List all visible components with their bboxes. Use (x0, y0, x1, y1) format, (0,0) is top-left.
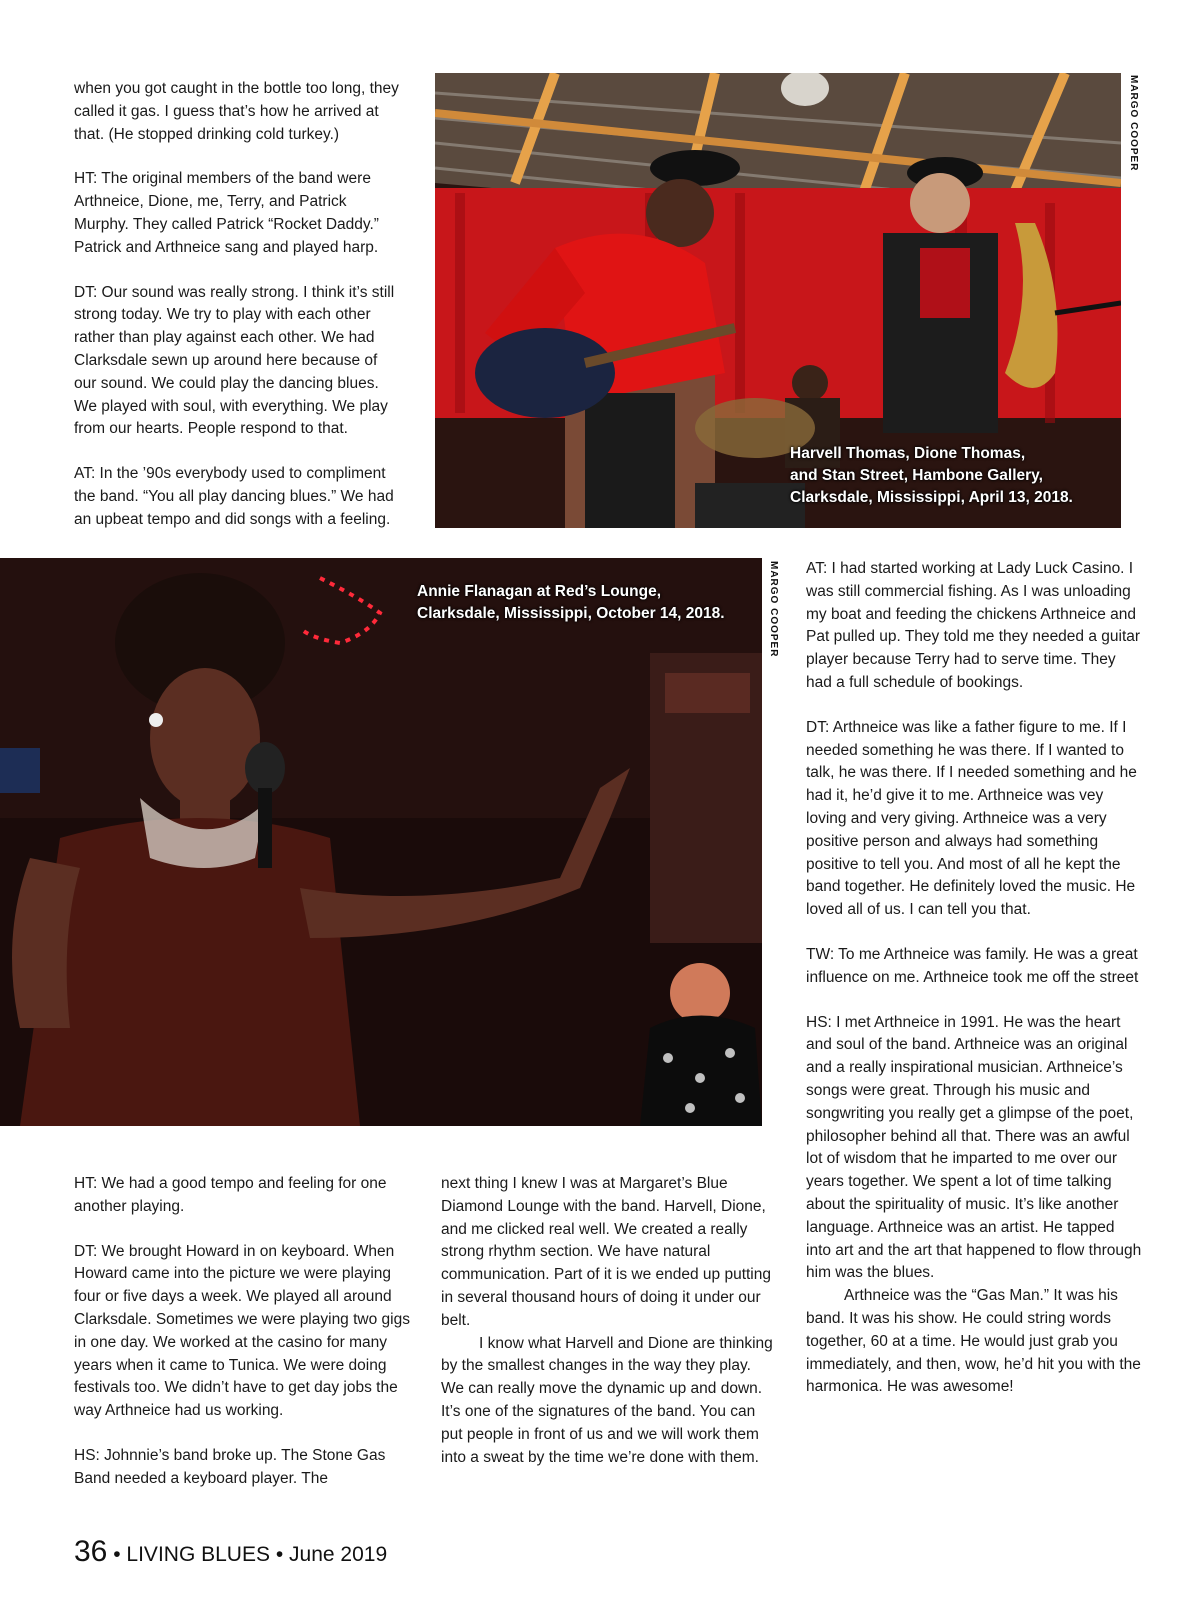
caption-line: and Stan Street, Hambone Gallery, (790, 467, 1043, 484)
caption-line: Harvell Thomas, Dione Thomas, (790, 445, 1026, 462)
paragraph: I know what Harvell and Dione are thinking by the smallest changes in the way they play. We can really move the dynamic up and down. It’s one of the signatures of the band. You can put people in front of us and we will work them into a sweat by the time we’re done with them. (441, 1334, 773, 1466)
footer-separator: • (113, 1543, 121, 1566)
paragraph: DT: We brought Howard in on keyboard. When Howard came into the picture we were playing four or five days a week. We played all around Clarksdale. Sometimes we were playing two gigs in one day. We worked at the casino for many years when it came to Tunica. We were doing festivals too. We didn’t have to get day jobs the way Arthneice had us working. (74, 1242, 410, 1420)
caption-line: Annie Flanagan at Red’s Lounge, (417, 583, 662, 600)
photo-credit: MARGO COOPER (1128, 75, 1139, 172)
photo-caption (417, 581, 757, 625)
photo-caption (790, 443, 1120, 509)
caption-line: Clarksdale, Mississippi, October 14, 2018. (417, 605, 725, 622)
issue-date: June 2019 (289, 1543, 388, 1566)
photo-band-performance (435, 73, 1121, 528)
page-number: 36 (74, 1535, 108, 1568)
paragraph: AT: In the ’90s everybody used to compliment the band. “You all play dancing blues.” We had an upbeat tempo and did songs with a feeling. (74, 465, 394, 528)
paragraph: when you got caught in the bottle too long, they called it gas. I guess that’s how he arrived at that. (He stopped drinking cold turkey.) (74, 80, 399, 143)
paragraph: HS: I met Arthneice in 1991. He was the heart and soul of the band. Arthneice was an original and a really inspirational musician. Arthneice’s songs were great. Through his music and songwriting you really get a glimpse of the poet, philosopher behind all that. There was an awful lot of wisdom that he imparted to me over our years together. We spent a lot of time talking about the spirituality of music. It’s like another language. Arthneice was an artist. He tapped into art and the art that happened to flow through him was the blues. (806, 1013, 1142, 1282)
column-bottom-middle (441, 1173, 777, 1469)
paragraph: HT: We had a good tempo and feeling for one another playing. (74, 1175, 387, 1215)
paragraph: Arthneice was the “Gas Man.” It was his band. It was his show. He could string words together, 60 at a time. He would just grab you immediately, and then, wow, he’d hit you with the harmonica. He was awesome! (806, 1287, 1141, 1396)
column-right (806, 558, 1142, 1399)
column-top-left (74, 78, 400, 554)
paragraph: AT: I had started working at Lady Luck Casino. I was still commercial fishing. As I was unloading my boat and feeding the chickens Arthneice and Pat pulled up. They told me they needed a guitar player because Terry had to serve time. They had a full schedule of bookings. (806, 560, 1141, 691)
paragraph: DT: Our sound was really strong. I think it’s still strong today. We try to play with each other rather than play against each other. We had Clarksdale sewn up around here because of our sound. We could play the dancing blues. We played with soul, with everything. We play from our hearts. People respond to that. (74, 283, 395, 438)
paragraph: HT: The original members of the band were Arthneice, Dione, me, Terry, and Patrick Murphy. They called Patrick “Rocket Daddy.” Patrick and Arthneice sang and played harp. (74, 170, 379, 256)
paragraph: next thing I knew I was at Margaret’s Blue Diamond Lounge with the band. Harvell, Dione, and me clicked real well. We created a really strong rhythm section. We have natural communication. Part of it is we ended up putting in several thousand hours of doing it under our belt. (441, 1175, 771, 1329)
photo-credit: MARGO COOPER (768, 561, 779, 658)
magazine-name: LIVING BLUES (126, 1543, 270, 1566)
paragraph: DT: Arthneice was like a father figure to me. If I needed something he was there. If I wanted to talk, he was there. If I needed something and he had it, he’d give it to me. Arthneice was vey loving and very giving. Arthneice was a very positive person and always had something positive to tell you. And most of all he kept the band together. He definitely loved the music. He loved all of us. I can tell you that. (806, 718, 1137, 919)
paragraph: TW: To me Arthneice was family. He was a great influence on me. Arthneice took me off the street (806, 945, 1139, 986)
caption-line: Clarksdale, Mississippi, April 13, 2018. (790, 489, 1073, 506)
photo-singer (0, 558, 762, 1126)
column-bottom-left (74, 1173, 410, 1491)
paragraph: HS: Johnnie’s band broke up. The Stone Gas Band needed a keyboard player. The (74, 1446, 386, 1487)
page-footer (74, 1535, 387, 1569)
footer-separator: • (275, 1543, 284, 1566)
